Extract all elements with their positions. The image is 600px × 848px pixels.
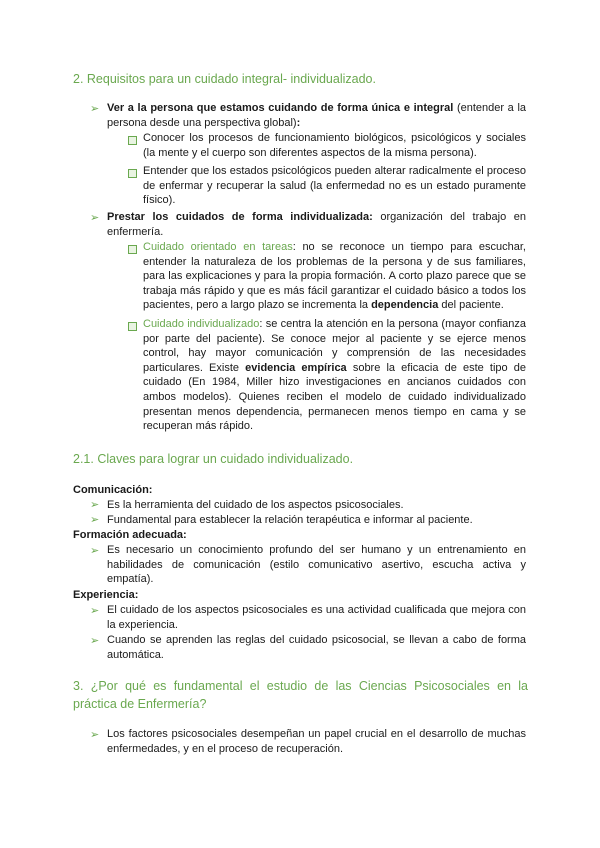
checkbox-bullet-icon — [128, 245, 137, 254]
section-3-title: 3. ¿Por qué es fundamental el estudio de las Ciencias Psicosociales en la práctica de Enfermería? — [73, 679, 528, 711]
arrow-bullet-icon: ➢ — [90, 514, 100, 526]
list-item-experiencia-1: El cuidado de los aspectos psicosociales es una actividad cualificada que mejora con la experiencia. — [107, 604, 526, 631]
section-2-1-title: 2.1. Claves para lograr un cuidado individualizado. — [73, 452, 354, 466]
arrow-bullet-icon: ➢ — [90, 605, 100, 617]
checkbox-bullet-icon — [128, 322, 137, 331]
list-item-comunicacion-2: Fundamental para establecer la relación terapéutica e informar al paciente. — [107, 514, 473, 526]
arrow-bullet-icon: ➢ — [90, 729, 100, 741]
arrow-bullet-icon: ➢ — [90, 499, 100, 511]
arrow-bullet-icon: ➢ — [90, 103, 100, 115]
section-2-title: 2. Requisitos para un cuidado integral- individualizado. — [73, 72, 376, 86]
arrow-bullet-icon: ➢ — [90, 212, 100, 224]
checkbox-bullet-icon — [128, 136, 137, 145]
list-item-factores: Los factores psicosociales desempeñan un papel crucial en el desarrollo de muchas enfermedades, y en el proceso de recuperación. — [107, 728, 526, 755]
sub-bullet-entender: Entender que los estados psicológicos pueden alterar radicalmente el proceso de enfermar y recuperar la salud (la enfermedad no es un estado puramente físico). — [143, 165, 526, 207]
bullet-prestar-cuidados: Prestar los cuidados de forma individualizada: organización del trabajo en enfermería. — [107, 211, 526, 238]
label-formacion: Formación adecuada: — [73, 529, 187, 541]
arrow-bullet-icon: ➢ — [90, 635, 100, 647]
sub-bullet-cuidado-tareas: Cuidado orientado en tareas: no se reconoce un tiempo para escuchar, entender la naturaleza de los problemas de la persona y de sus familiares, para las explicaciones y para la propia formación. A corto plazo parece que se trabaja más rápido y que es más fácil garantizar el cuidado básico a todos los pacientes, pero a largo plazo se incrementa la dependencia del paciente. — [143, 241, 526, 312]
sub-bullet-conocer: Conocer los procesos de funcionamiento biológicos, psicológicos y sociales (la mente y el cuerpo son diferentes aspectos de la misma persona). — [143, 132, 526, 159]
list-item-comunicacion-1: Es la herramienta del cuidado de los aspectos psicosociales. — [107, 499, 404, 511]
bullet-ver-persona: Ver a la persona que estamos cuidando de forma única e integral (entender a la persona desde una perspectiva global): — [107, 102, 526, 129]
label-experiencia: Experiencia: — [73, 589, 139, 601]
list-item-formacion: Es necesario un conocimiento profundo del ser humano y un entrenamiento en habilidades de comunicación (estilo comunicativo asertivo, escucha activa y empatía). — [107, 544, 526, 586]
checkbox-bullet-icon — [128, 169, 137, 178]
arrow-bullet-icon: ➢ — [90, 545, 100, 557]
list-item-experiencia-2: Cuando se aprenden las reglas del cuidado psicosocial, se llevan a cabo de forma automática. — [107, 634, 526, 661]
label-comunicacion: Comunicación: — [73, 484, 153, 496]
sub-bullet-cuidado-individualizado: Cuidado individualizado: se centra la atención en la persona (mayor confianza por parte del paciente). Se conoce mejor al paciente y se ejerce menos control, hay mayor comunicación y comprensión de las necesidades particulares. Existe evidencia empírica sobre la eficacia de este tipo de cuidado (En 1984, Miller hizo investigaciones en ancianos cuidados con ambos modelos). Quienes reciben el modelo de cuidado individualizado presentan menos dependencia, permanecen menos tiempo en cama y se recuperan más rápido. — [143, 318, 527, 433]
